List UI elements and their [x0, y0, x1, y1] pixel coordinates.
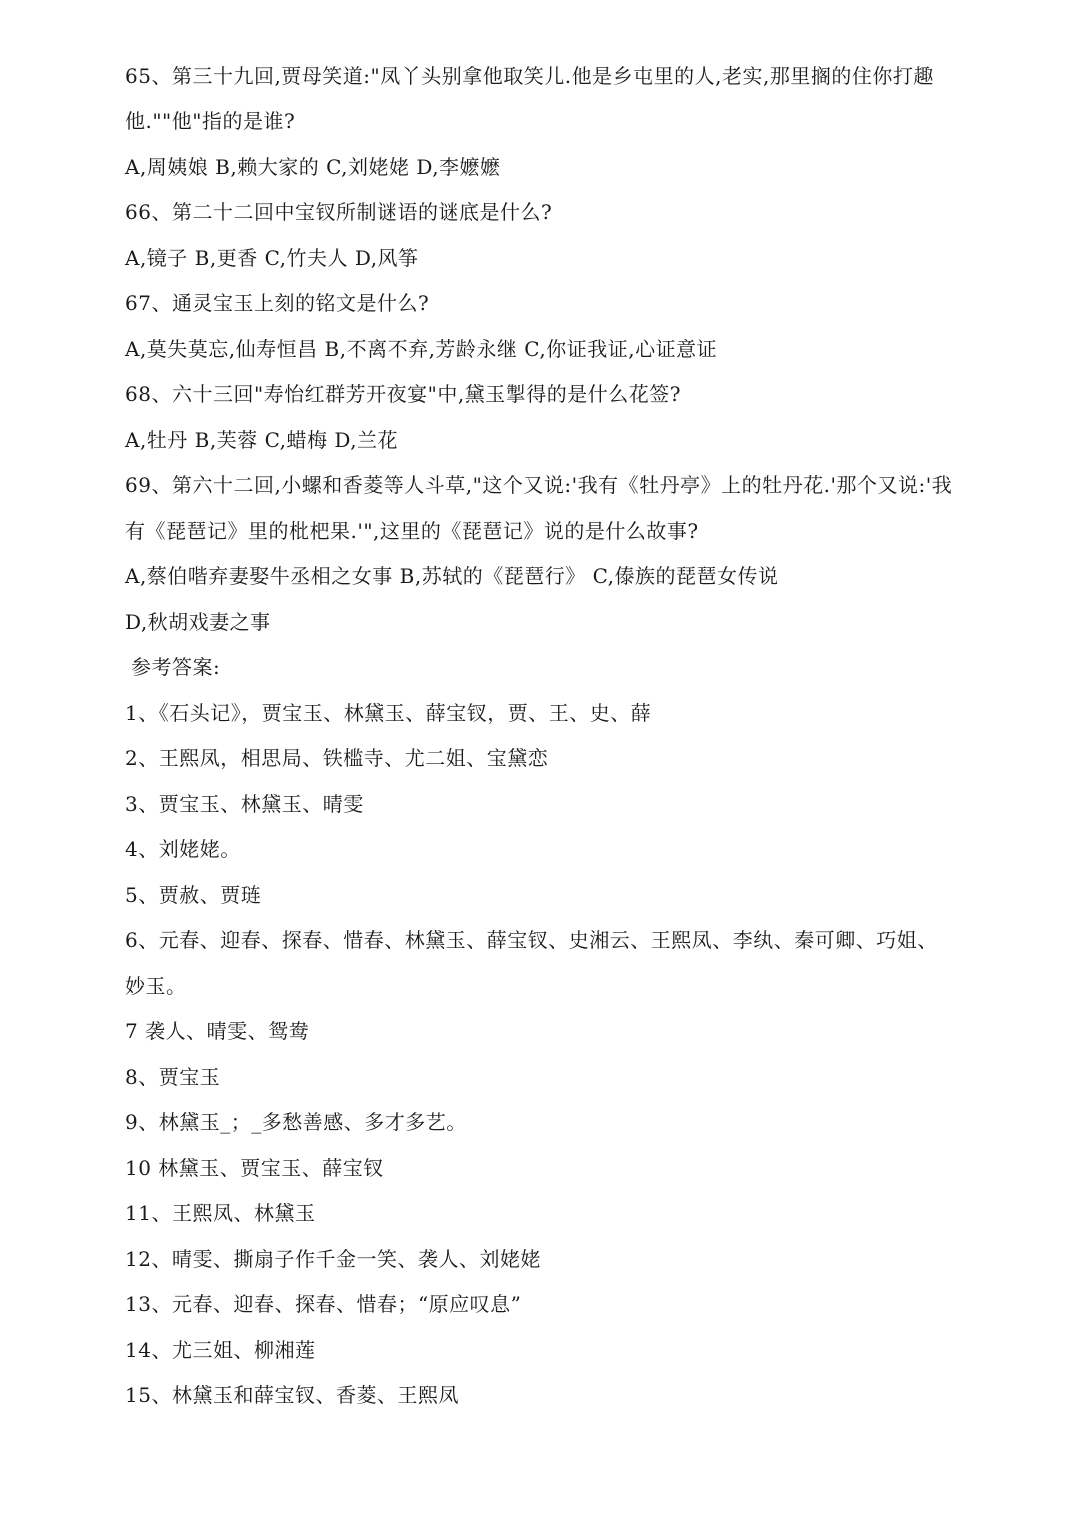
answer-8: 8、贾宝玉 [125, 1065, 221, 1089]
question-69-line-1: 69、第六十二回,小螺和香菱等人斗草,"这个又说:'我有《牡丹亭》上的牡丹花.'那个又说:'我 [125, 473, 953, 497]
question-66-options: A,镜子 B,更香 C,竹夫人 D,风筝 [125, 246, 419, 270]
answers-heading: 参考答案: [131, 655, 221, 679]
question-68: 68、六十三回"寿怡红群芳开夜宴"中,黛玉掣得的是什么花签? [125, 382, 681, 406]
answer-9: 9、林黛玉_；_多愁善感、多才多艺。 [125, 1110, 467, 1134]
question-69-options-line-2: D,秋胡戏妻之事 [125, 610, 271, 634]
question-69-line-2: 有《琵琶记》里的枇杷果.'",这里的《琵琶记》说的是什么故事? [125, 519, 699, 543]
question-65-line-2: 他.""他"指的是谁? [125, 109, 296, 133]
answer-6-line-1: 6、元春、迎春、探春、惜春、林黛玉、薛宝钗、史湘云、王熙凤、李纨、秦可卿、巧姐、 [125, 928, 938, 952]
question-68-options: A,牡丹 B,芙蓉 C,蜡梅 D,兰花 [125, 428, 399, 452]
answer-15: 15、林黛玉和薛宝钗、香菱、王熙凤 [125, 1383, 459, 1407]
answer-10: 10 林黛玉、贾宝玉、薛宝钗 [125, 1156, 384, 1180]
question-67: 67、通灵宝玉上刻的铭文是什么? [125, 291, 430, 315]
answer-6-line-2: 妙玉。 [125, 974, 187, 998]
answer-3: 3、贾宝玉、林黛玉、晴雯 [125, 792, 364, 816]
answer-11: 11、王熙凤、林黛玉 [125, 1201, 316, 1225]
answer-7: 7 袭人、晴雯、鸳鸯 [125, 1019, 310, 1043]
answer-14: 14、尤三姐、柳湘莲 [125, 1338, 316, 1362]
question-65-options: A,周姨娘 B,赖大家的 C,刘姥姥 D,李嬷嬷 [125, 155, 501, 179]
answer-4: 4、刘姥姥。 [125, 837, 241, 861]
question-69-options-line-1: A,蔡伯喈弃妻娶牛丞相之女事 B,苏轼的《琵琶行》 C,傣族的琵琶女传说 [125, 564, 779, 588]
question-67-options: A,莫失莫忘,仙寿恒昌 B,不离不弃,芳龄永继 C,你证我证,心证意证 [125, 337, 718, 361]
question-66: 66、第二十二回中宝钗所制谜语的谜底是什么? [125, 200, 553, 224]
answer-12: 12、晴雯、撕扇子作千金一笑、袭人、刘姥姥 [125, 1247, 541, 1271]
answer-1: 1、《石头记》，贾宝玉、林黛玉、薛宝钗，贾、王、史、薛 [125, 701, 652, 725]
answer-13: 13、元春、迎春、探春、惜春；“原应叹息” [125, 1292, 522, 1316]
question-65-line-1: 65、第三十九回,贾母笑道:"凤丫头别拿他取笑儿.他是乡屯里的人,老实,那里搁的住你打趣 [125, 64, 934, 88]
answer-2: 2、王熙凤，相思局、铁槛寺、尤二姐、宝黛恋 [125, 746, 549, 770]
answer-5: 5、贾赦、贾琏 [125, 883, 262, 907]
